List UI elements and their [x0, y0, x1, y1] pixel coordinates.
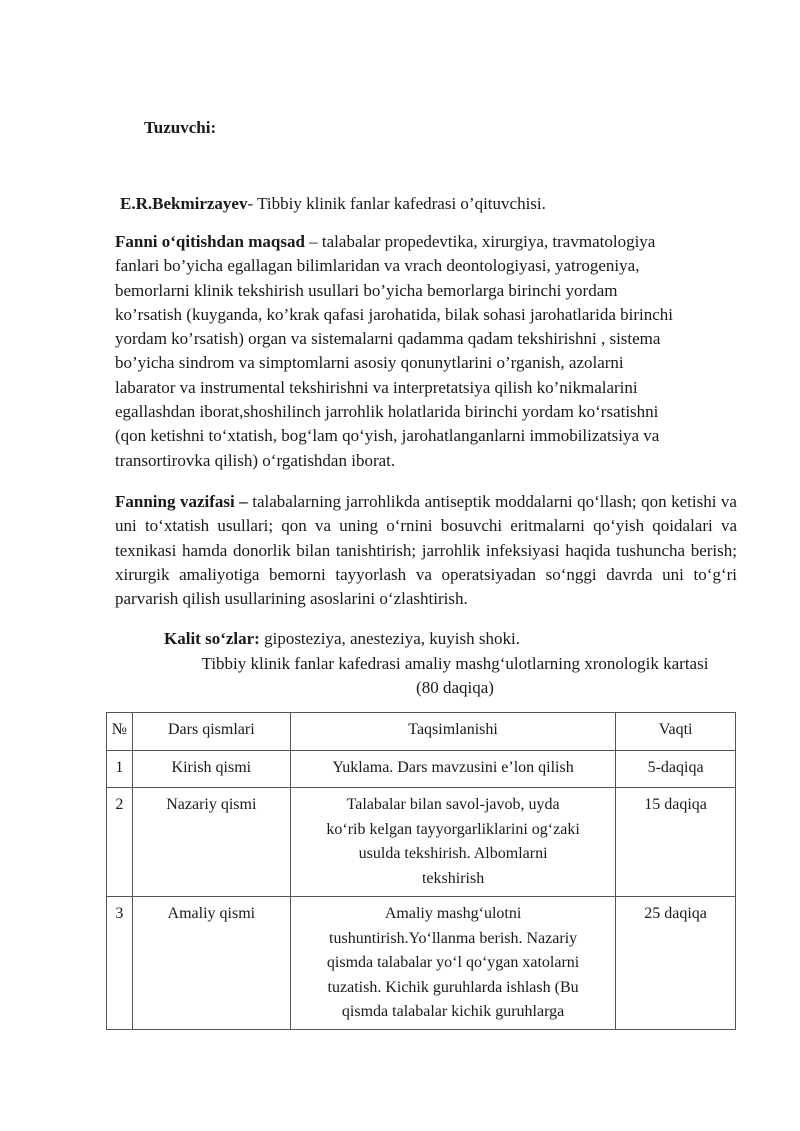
course-goal-line: yordam ko’rsatish) organ va sistemalarni qadamma qadam tekshirishni , sistema [115, 329, 661, 349]
row-distribution-line: qismda talabalar kichik guruhlarga [341, 1003, 565, 1020]
row-number: 2 [107, 788, 133, 897]
course-goal-line: egallashdan iborat,shoshilinch jarrohlik holatlarida birinchi yordam ko‘rsatishni [115, 402, 659, 422]
table-row [107, 788, 736, 897]
row-time: 15 daqiqa [616, 788, 736, 897]
header-cell-distribution: Taqsimlanishi [290, 713, 615, 751]
author-line [120, 194, 546, 214]
course-goal-line: fanlari bo’yicha egallagan bilimlaridan va vrach deontologiyasi, yatrogeniya, [115, 256, 640, 276]
lesson-schedule-table [106, 712, 736, 1030]
course-task-paragraph [115, 490, 737, 611]
row-distribution-line: tekshirish [421, 869, 485, 887]
author-description: - Tibbiy klinik fanlar kafedrasi o’qituvchisi. [247, 194, 546, 213]
course-goal-line: labarator va instrumental tekshirishni va interpretatsiya qilish ko’nikmalarini [115, 377, 638, 397]
table-title-line: Tibbiy klinik fanlar kafedrasi amaliy mashg‘ulotlarning xronologik kartasi [201, 654, 709, 673]
row-number: 3 [107, 897, 133, 1030]
row-lesson-part: Nazariy qismi [132, 788, 290, 897]
keywords-text: giposteziya, anesteziya, kuyish shoki. [259, 629, 520, 648]
row-distribution-line: ko‘rib kelgan tayyorgarliklarini og‘zaki [326, 820, 580, 838]
table-title [115, 652, 795, 700]
header-cell-number: № [107, 713, 133, 751]
row-distribution [290, 788, 615, 897]
course-goal-line: transortirovka qilish) o‘rgatishdan iborat. [115, 450, 396, 470]
row-distribution [290, 897, 615, 1030]
compiler-heading: Tuzuvchi: [144, 118, 217, 137]
table-row [107, 751, 736, 788]
course-goal-line: ko’rsatish (kuyganda, ko’krak qafasi jarohatida, bilak sohasi jarohatlarida birinchi [115, 304, 673, 324]
header-cell-lesson-parts: Dars qismlari [132, 713, 290, 751]
course-goal-line: bemorlarni klinik tekshirish usullari bo’yicha bemorlarga birinchi yordam [115, 280, 618, 300]
row-distribution-line: usulda tekshirish. Albomlarni [358, 845, 548, 862]
table-header-row [107, 713, 736, 751]
row-distribution-line: tushuntirish.Yo‘llanma berish. Nazariy [329, 929, 578, 947]
row-lesson-part: Kirish qismi [132, 751, 290, 788]
row-time: 5-daqiqa [616, 751, 736, 788]
course-task-label: Fanning vazifasi – [115, 492, 248, 511]
table-title-duration: (80 daqiqa) [416, 678, 494, 697]
row-number: 1 [107, 751, 133, 788]
header-cell-time: Vaqti [616, 713, 736, 751]
course-goal-paragraph [115, 230, 737, 473]
table-row [107, 897, 736, 1030]
course-task-text: talabalarning jarrohlikda antiseptik moddalarni qo‘llash; qon ketishi va uni to‘xtatish usullari; qon va uning o‘rnini bosuvchi eritmalarni qo‘yish qoidalari va texnikasi hamda donorlik bilan tanishtirish; jarrohlik infeksiyasi haqida tushuncha berish; xirurgik amaliyotiga bemorni tayyorlash va operatsiyadan so‘nggi davrda uni to‘g‘ri parvarish qilish usullarining asoslarini o‘zlashtirish. [115, 492, 737, 609]
course-goal-line: bo’yicha sindrom va simptomlarni asosiy qonunytlarini o’rganish, azolarni [115, 353, 624, 373]
course-goal-label: Fanni o‘qitishdan maqsad [115, 232, 305, 251]
keywords-line [164, 629, 520, 649]
row-lesson-part: Amaliy qismi [132, 897, 290, 1030]
row-distribution-line: qismda talabalar yo‘l qo‘ygan xatolarni [326, 954, 580, 971]
row-distribution-line: Yuklama. Dars mavzusini e’lon qilish [332, 759, 574, 776]
course-goal-line: (qon ketishni to‘xtatish, bog‘lam qo‘yish, jarohatlanganlarni immobilizatsiya va [115, 426, 660, 446]
row-distribution-line: tuzatish. Kichik guruhlarda ishlash (Bu [327, 978, 579, 996]
row-distribution-line: Talabalar bilan savol-javob, uyda [346, 796, 560, 813]
course-goal-line: – talabalar propedevtika, xirurgiya, travmatologiya [304, 232, 656, 251]
row-distribution [290, 751, 615, 788]
keywords-label: Kalit so‘zlar: [164, 629, 260, 648]
row-distribution-line: Amaliy mashg‘ulotni [384, 905, 522, 922]
author-name: E.R.Bekmirzayev [120, 194, 248, 213]
row-time: 25 daqiqa [616, 897, 736, 1030]
